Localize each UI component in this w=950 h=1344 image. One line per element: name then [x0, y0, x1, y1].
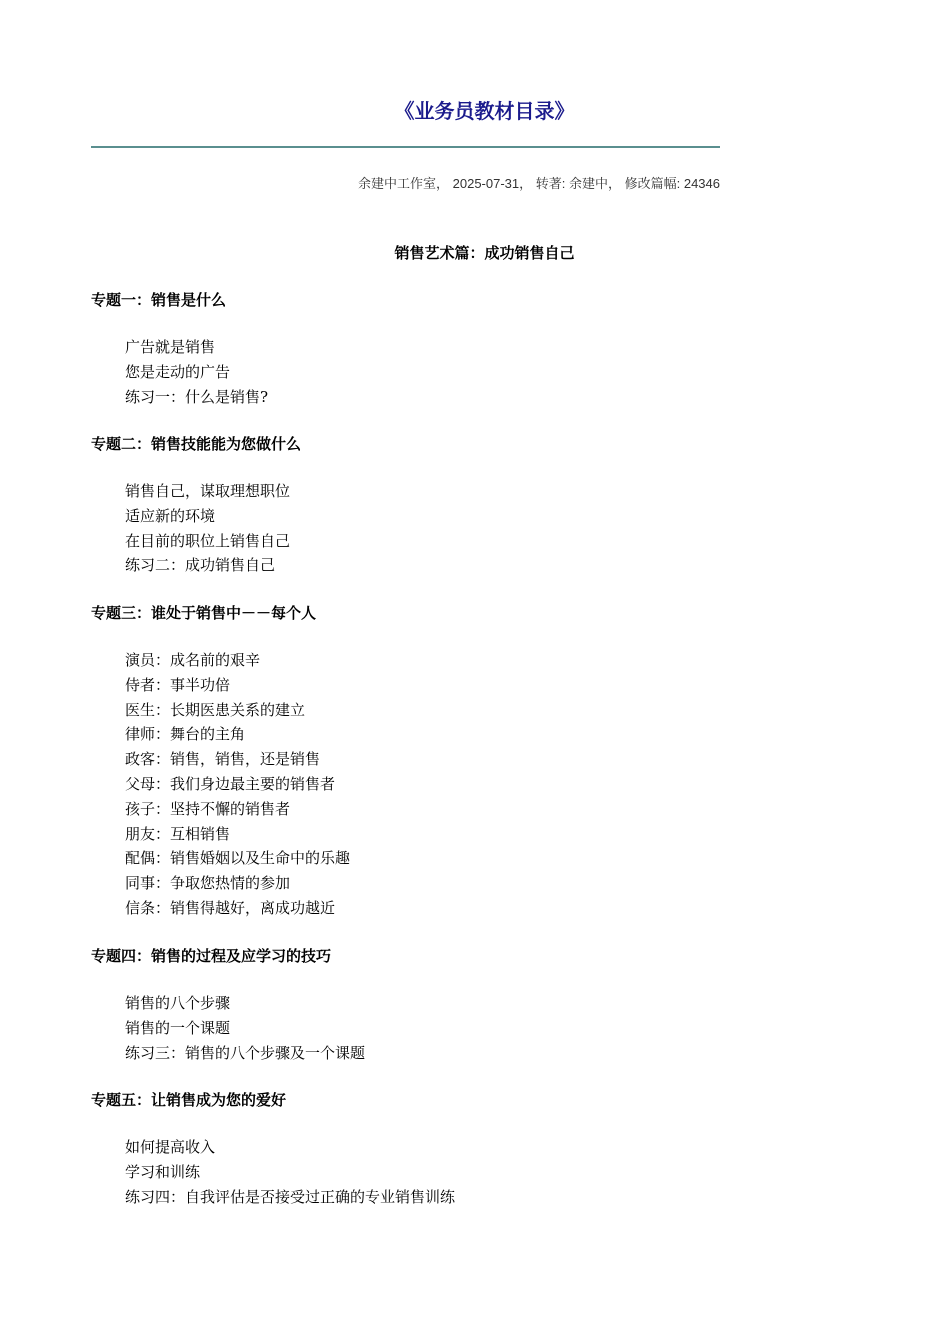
list-item: 练习二：成功销售自己 [125, 556, 276, 575]
list-item: 如何提高收入 [125, 1138, 216, 1156]
title-divider [91, 146, 720, 148]
list-item: 销售自己，谋取理想职位 [125, 482, 291, 500]
topic-list-2 [125, 479, 290, 578]
list-item: 演员：成名前的艰辛 [125, 651, 261, 669]
list-item: 父母：我们身边最主要的销售者 [125, 774, 336, 793]
list-item: 律师：舞台的主角 [125, 725, 246, 744]
part-title: 销售艺术篇：成功销售自己 [394, 244, 575, 262]
list-item: 适应新的环境 [125, 506, 216, 525]
topic-heading-1: 专题一：销售是什么 [91, 291, 227, 309]
topic-list-4 [125, 991, 365, 1065]
topic-list-1 [125, 335, 268, 409]
list-item: 在目前的职位上销售自己 [125, 531, 291, 550]
topic-list-5 [125, 1135, 455, 1209]
meta-date: 2025-07-31， [452, 176, 533, 191]
topic-heading-5: 专题五：让销售成为您的爱好 [91, 1091, 287, 1109]
topic-heading-3: 专题三：谁处于销售中－－每个人 [91, 604, 317, 622]
list-item: 侍者：事半功倍 [125, 675, 231, 694]
list-item: 学习和训练 [125, 1162, 201, 1181]
list-item: 医生：长期医患关系的建立 [125, 700, 306, 719]
list-item: 销售的一个课题 [125, 1018, 231, 1037]
topic-heading-2: 专题二：销售技能能为您做什么 [91, 435, 302, 453]
list-item: 销售的八个步骤 [125, 994, 231, 1012]
meta-length: 修改篇幅: 24346 [624, 176, 720, 191]
document-title: 《业务员教材目录》 [394, 99, 575, 123]
meta-studio: 余建中工作室， [358, 176, 450, 191]
list-item: 配偶：销售婚姻以及生命中的乐趣 [125, 849, 351, 868]
list-item: 广告就是销售 [125, 338, 216, 356]
list-item: 您是走动的广告 [125, 362, 231, 381]
list-item: 练习三：销售的八个步骤及一个课题 [125, 1043, 366, 1062]
list-item: 信条：销售得越好，离成功越近 [125, 898, 336, 917]
meta-author: 转著: 余建中， [535, 176, 621, 191]
list-item: 练习四：自我评估是否接受过正确的专业销售训练 [125, 1187, 456, 1206]
list-item: 练习一：什么是销售? [125, 387, 269, 406]
document-meta [91, 175, 720, 193]
list-item: 孩子：坚持不懈的销售者 [125, 799, 291, 818]
topic-list-3 [125, 648, 350, 921]
list-item: 朋友：互相销售 [125, 824, 231, 843]
list-item: 同事：争取您热情的参加 [125, 874, 291, 893]
topic-heading-4: 专题四：销售的过程及应学习的技巧 [91, 947, 332, 965]
list-item: 政客：销售，销售，还是销售 [125, 750, 321, 769]
